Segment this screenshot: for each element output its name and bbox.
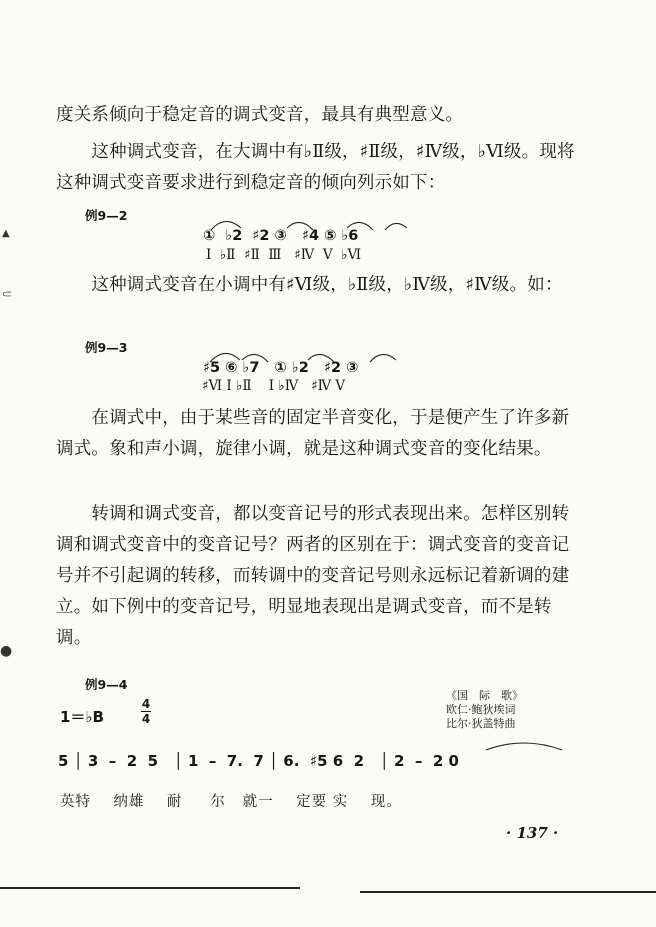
bottom-rule-left — [0, 887, 300, 889]
time-signature-top: 4 — [141, 697, 151, 711]
jianpu-melody: 5 │ 3 – 2 5 │ 1 – 7. 7 │ 6. ♯5 6 2 │ 2 – 2 0 — [58, 752, 459, 770]
song-lyricist: 欧仁·鲍狄埃词 — [446, 703, 516, 716]
paragraph-3: 这种调式变音在小调中有♯Ⅵ级，♭Ⅱ级，♭Ⅳ级，♯Ⅳ级。如： — [56, 275, 563, 295]
paragraph-2: 这种调式变音，在大调中有♭Ⅱ级，♯Ⅱ级，♯Ⅳ级，♭Ⅵ级。现将这种调式变音要求进行到稳定音的倾向列示如下： — [56, 142, 575, 193]
time-signature — [141, 698, 151, 725]
example-label-9-2: 例9—2 — [85, 208, 128, 223]
example-9-3-roman-numerals: ♯Ⅵ Ⅰ ♭Ⅱ Ⅰ ♭Ⅳ ♯Ⅳ Ⅴ — [202, 378, 346, 394]
song-title: 《国 际 歌》 — [446, 689, 523, 702]
key-signature: 1＝♭B — [60, 708, 104, 726]
paragraph-4: 在调式中，由于某些音的固定半音变化，于是便产生了许多新调式。象和声小调，旋律小调，就是这种调式变音的变化结果。 — [56, 408, 570, 459]
bottom-rule-right — [360, 891, 656, 893]
margin-mark: ▲ — [2, 228, 10, 239]
song-credits — [446, 689, 523, 731]
margin-mark: ● — [0, 643, 13, 659]
page-number: · 137 · — [506, 824, 559, 842]
time-signature-bottom: 4 — [141, 712, 151, 726]
example-9-2-degrees: ① ♭2 ♯2 ③ ♯4 ⑤ ♭6 — [203, 228, 359, 244]
song-composer: 比尔·狄盖特曲 — [446, 717, 516, 730]
paragraph-1: 度关系倾向于稳定音的调式变音，最具有典型意义。 — [56, 105, 464, 125]
example-9-3-degrees: ♯5 ⑥ ♭7 ① ♭2 ♯2 ③ — [203, 360, 359, 376]
example-9-2-roman-numerals: Ⅰ ♭Ⅱ ♯Ⅱ Ⅲ ♯Ⅳ Ⅴ ♭Ⅵ — [206, 247, 362, 263]
example-label-9-4: 例9—4 — [85, 677, 128, 692]
paragraph-5: 转调和调式变音，都以变音记号的形式表现出来。怎样区别转调和调式变音中的变音记号？两者的区别在于：调式变音的变音记号并不引起调的转移，而转调中的变音记号则永远标记着新调的建立。如下例中的变音记号，明显地表现出是调式变音，而不是转调。 — [56, 504, 570, 648]
example-label-9-3: 例9—3 — [85, 340, 128, 355]
phrase-slur — [484, 738, 564, 752]
song-lyrics: 英特 纳雄 耐 尔 就一 定要 实 现。 — [60, 794, 402, 810]
margin-mark: ⸦ — [0, 287, 14, 303]
